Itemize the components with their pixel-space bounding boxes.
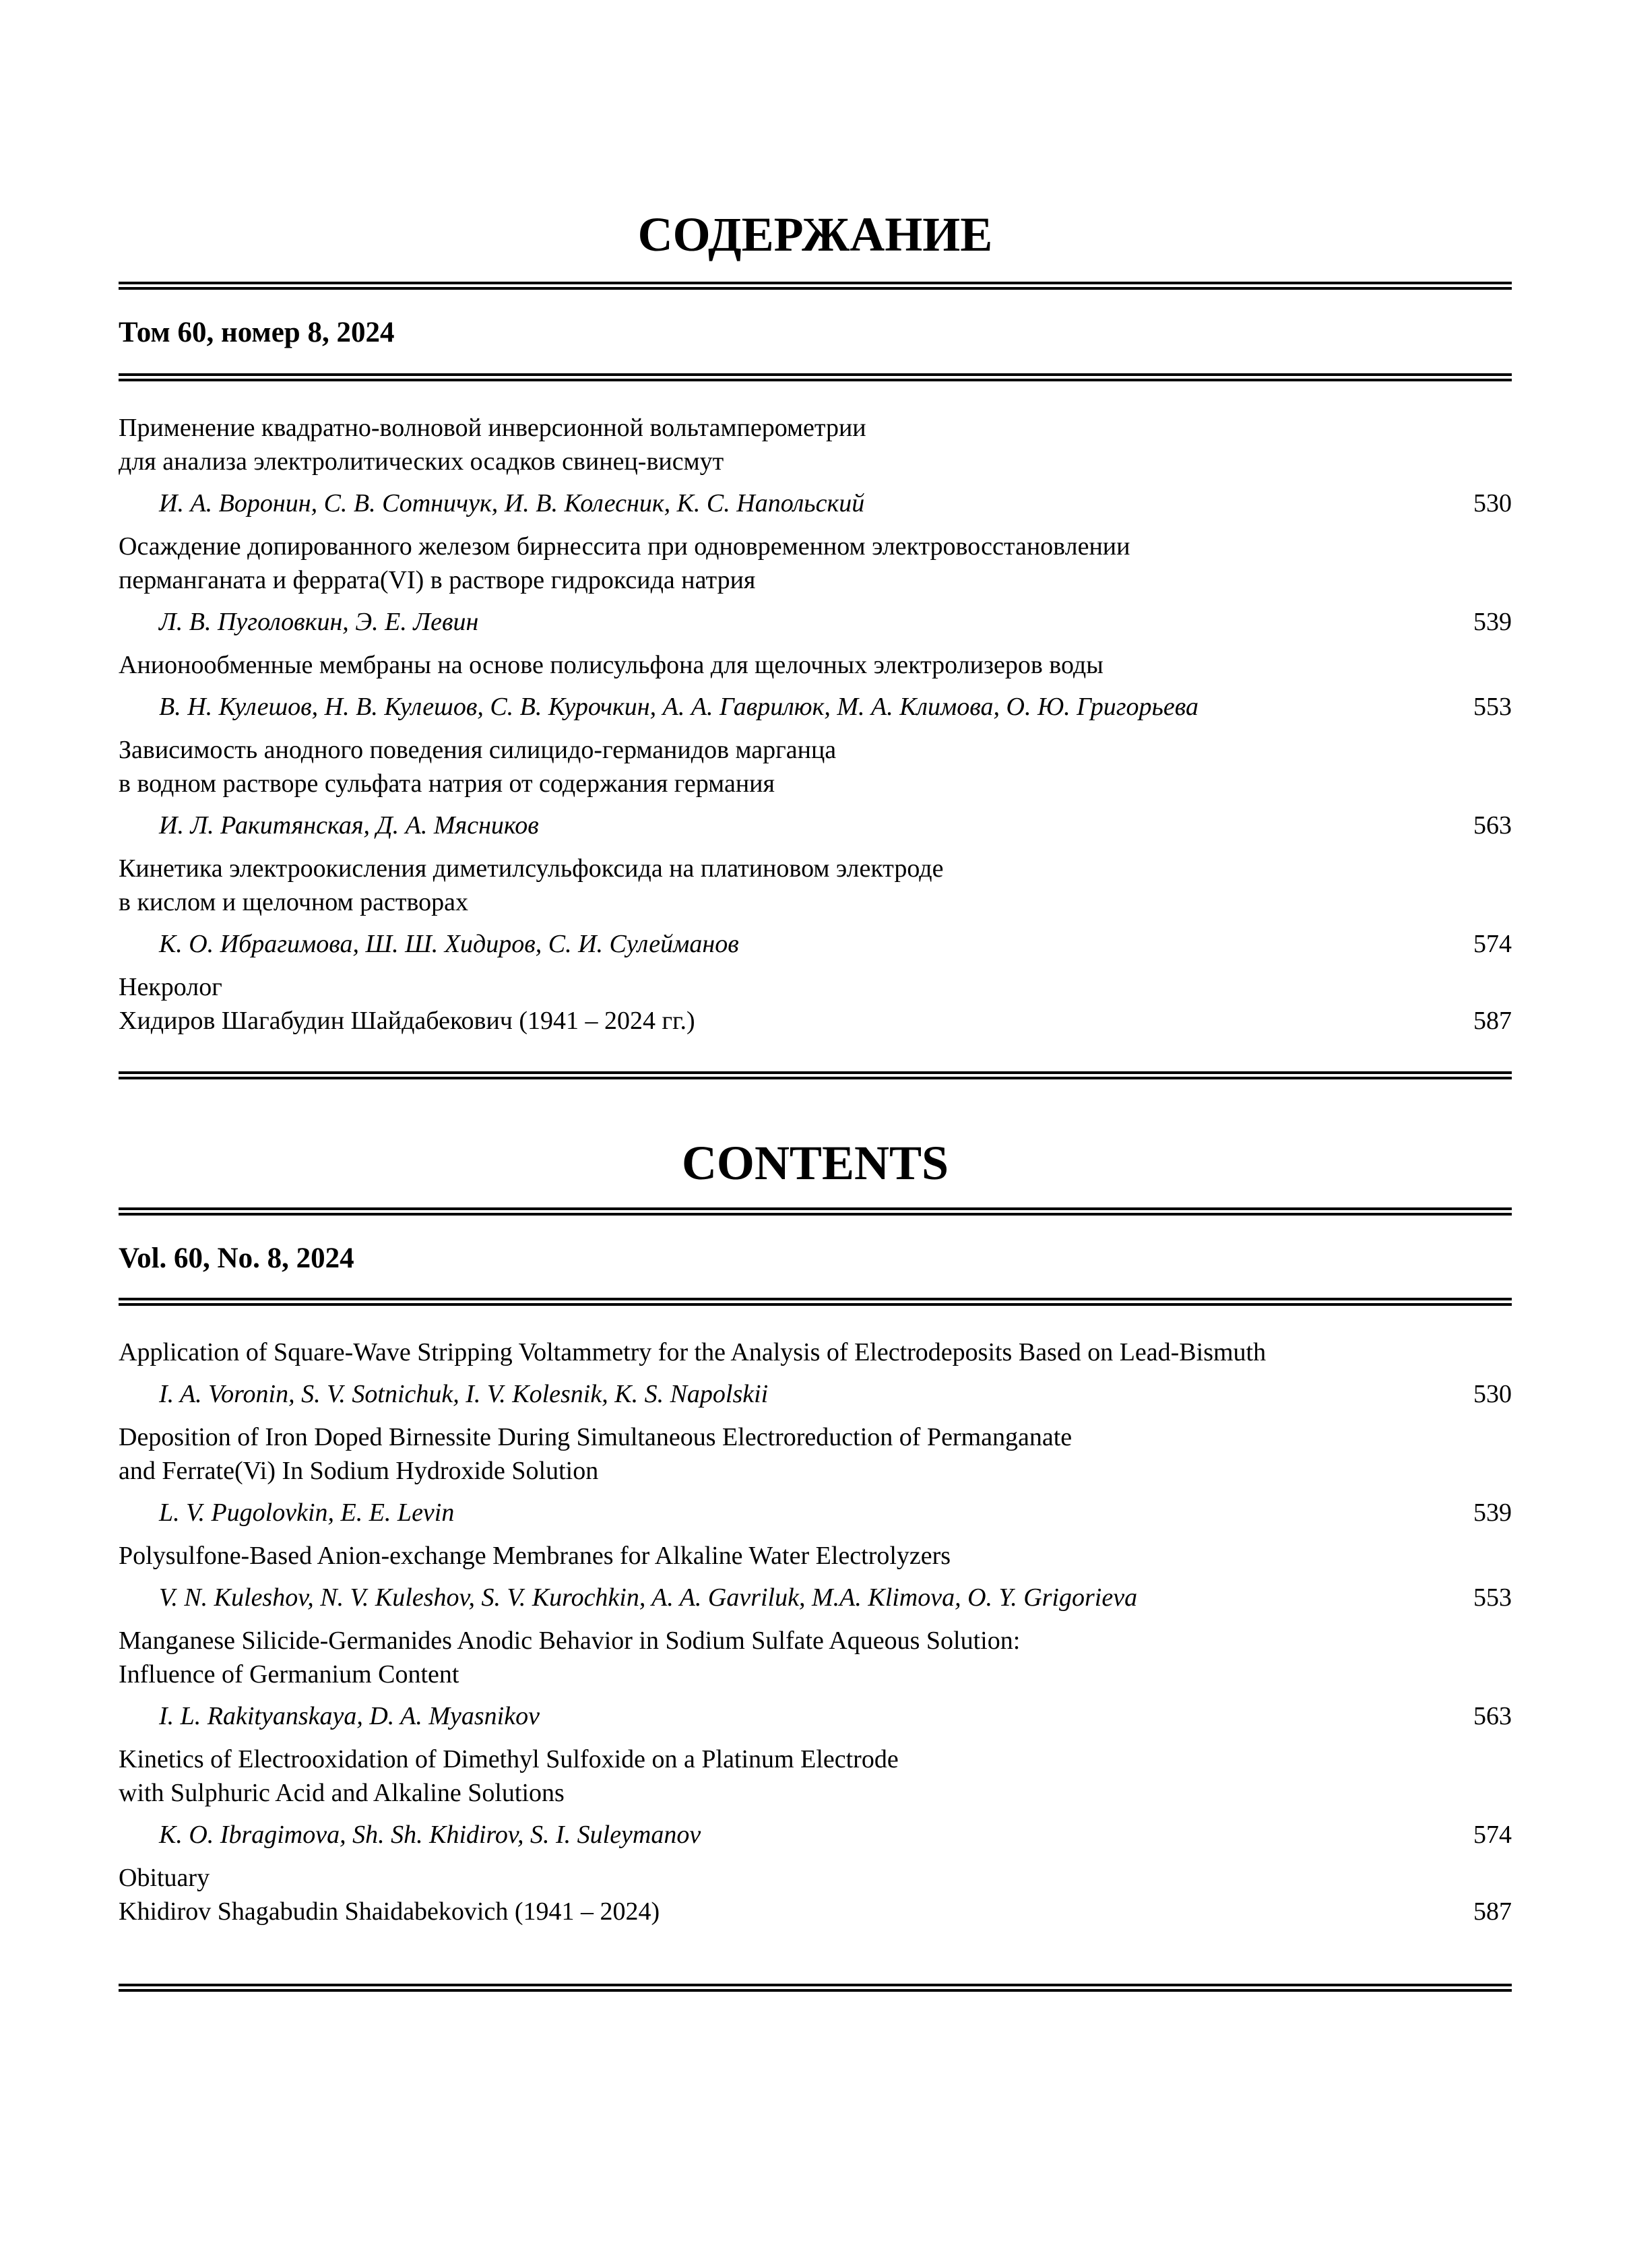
author-row (119, 1377, 1512, 1411)
toc-entry[interactable] (119, 1420, 1512, 1530)
ru-volume-line: Том 60, номер 8, 2024 (119, 317, 395, 348)
article-title-line: Influence of Germanium Content (119, 1660, 459, 1689)
author-row (119, 486, 1512, 520)
obituary-row (119, 1004, 1512, 1038)
article-title-line: в водном растворе сульфата натрия от содержания германия (119, 769, 775, 798)
article-authors: K. O. Ibragimova, Sh. Sh. Khidirov, S. I. Suleymanov (159, 1821, 701, 1849)
obituary-name: Хидиров Шагабудин Шайдабекович (1941 – 2024 гг.) (119, 1007, 695, 1035)
article-title-line: Осаждение допированного железом бирнессита при одновременном электровосстановлении (119, 532, 1130, 561)
ru-end-rule (119, 1071, 1512, 1079)
article-title-line: в кислом и щелочном растворах (119, 888, 468, 916)
article-title-line: Deposition of Iron Doped Birnessite During Simultaneous Electroreduction of Permanganate (119, 1423, 1073, 1451)
page-number: 587 (1473, 1897, 1512, 1926)
en-end-rule (119, 1984, 1512, 1992)
en-heading-rule (119, 1207, 1512, 1216)
page-number: 530 (1473, 489, 1512, 517)
article-title-line: Manganese Silicide-Germanides Anodic Behavior in Sodium Sulfate Aqueous Solution: (119, 1627, 1021, 1655)
author-row (119, 1699, 1512, 1733)
obituary-label: Obituary (119, 1864, 210, 1892)
page-number: 587 (1473, 1007, 1512, 1035)
en-heading: CONTENTS (681, 1136, 949, 1190)
obituary-entry[interactable] (119, 1861, 1512, 1928)
ru-volume-rule (119, 373, 1512, 381)
toc-entry[interactable] (119, 852, 1512, 961)
en-toc-list (119, 1335, 1512, 1938)
article-authors: I. A. Voronin, S. V. Sotnichuk, I. V. Kolesnik, K. S. Napolskii (159, 1380, 769, 1408)
article-title-line: перманганата и феррата(VI) в растворе гидроксида натрия (119, 566, 756, 594)
article-title-line: Polysulfone-Based Anion-exchange Membranes for Alkaline Water Electrolyzers (119, 1542, 951, 1570)
page-number: 530 (1473, 1380, 1512, 1408)
article-title-line: для анализа электролитических осадков свинец-висмут (119, 447, 724, 476)
article-authors: L. V. Pugolovkin, E. E. Levin (159, 1499, 455, 1527)
article-title-line: Зависимость анодного поведения силицидо-германидов марганца (119, 736, 837, 764)
article-title-line: Кинетика электроокисления диметилсульфоксида на платиновом электроде (119, 854, 944, 883)
article-authors: К. О. Ибрагимова, Ш. Ш. Хидиров, С. И. Сулейманов (159, 930, 739, 958)
page-number: 563 (1473, 1702, 1512, 1730)
obituary-entry[interactable] (119, 970, 1512, 1038)
article-title-line: Применение квадратно-волновой инверсионной вольтамперометрии (119, 414, 866, 442)
author-row (119, 690, 1512, 724)
toc-entry[interactable] (119, 733, 1512, 842)
en-volume-rule (119, 1298, 1512, 1306)
toc-entry[interactable] (119, 530, 1512, 639)
author-row (119, 605, 1512, 639)
article-title-line: and Ferrate(Vi) In Sodium Hydroxide Solution (119, 1457, 599, 1485)
article-authors: И. Л. Ракитянская, Д. А. Мясников (159, 811, 539, 840)
article-authors: Л. В. Пуголовкин, Э. Е. Левин (159, 608, 479, 636)
page-number: 563 (1473, 811, 1512, 840)
author-row (119, 1581, 1512, 1614)
obituary-label: Некролог (119, 973, 222, 1001)
page-number: 574 (1473, 1821, 1512, 1849)
obituary-name: Khidirov Shagabudin Shaidabekovich (1941 – 2024) (119, 1897, 660, 1926)
author-row (119, 1496, 1512, 1530)
author-row (119, 1818, 1512, 1852)
toc-entry[interactable] (119, 411, 1512, 520)
article-title-line: Анионообменные мембраны на основе полисульфона для щелочных электролизеров воды (119, 651, 1104, 679)
article-title-line: Kinetics of Electrooxidation of Dimethyl Sulfoxide on a Platinum Electrode (119, 1745, 899, 1773)
ru-heading-rule (119, 282, 1512, 290)
obituary-row (119, 1895, 1512, 1928)
article-title-line: with Sulphuric Acid and Alkaline Solutions (119, 1779, 565, 1807)
en-volume-line: Vol. 60, No. 8, 2024 (119, 1242, 354, 1274)
article-authors: В. Н. Кулешов, Н. В. Кулешов, С. В. Курочкин, А. А. Гаврилюк, М. А. Климова, О. Ю. Григорьева (159, 693, 1198, 721)
toc-entry[interactable] (119, 1335, 1512, 1411)
toc-entry[interactable] (119, 648, 1512, 724)
author-row (119, 809, 1512, 842)
toc-entry[interactable] (119, 1742, 1512, 1852)
ru-heading: СОДЕРЖАНИЕ (637, 208, 993, 261)
article-authors: I. L. Rakityanskaya, D. A. Myasnikov (159, 1702, 540, 1730)
article-authors: V. N. Kuleshov, N. V. Kuleshov, S. V. Kurochkin, A. A. Gavriluk, M.A. Klimova, O. Y. Grigorieva (159, 1583, 1138, 1612)
page-number: 553 (1473, 693, 1512, 721)
page-number: 574 (1473, 930, 1512, 958)
article-title-line: Application of Square-Wave Stripping Voltammetry for the Analysis of Electrodeposits Based on Lead-Bismuth (119, 1338, 1267, 1366)
author-row (119, 927, 1512, 961)
page-number: 539 (1473, 608, 1512, 636)
page-number: 553 (1473, 1583, 1512, 1612)
page-number: 539 (1473, 1499, 1512, 1527)
toc-entry[interactable] (119, 1539, 1512, 1614)
ru-toc-list (119, 411, 1512, 1047)
article-authors: И. А. Воронин, С. В. Сотничук, И. В. Колесник, К. С. Напольский (159, 489, 865, 517)
toc-entry[interactable] (119, 1624, 1512, 1733)
